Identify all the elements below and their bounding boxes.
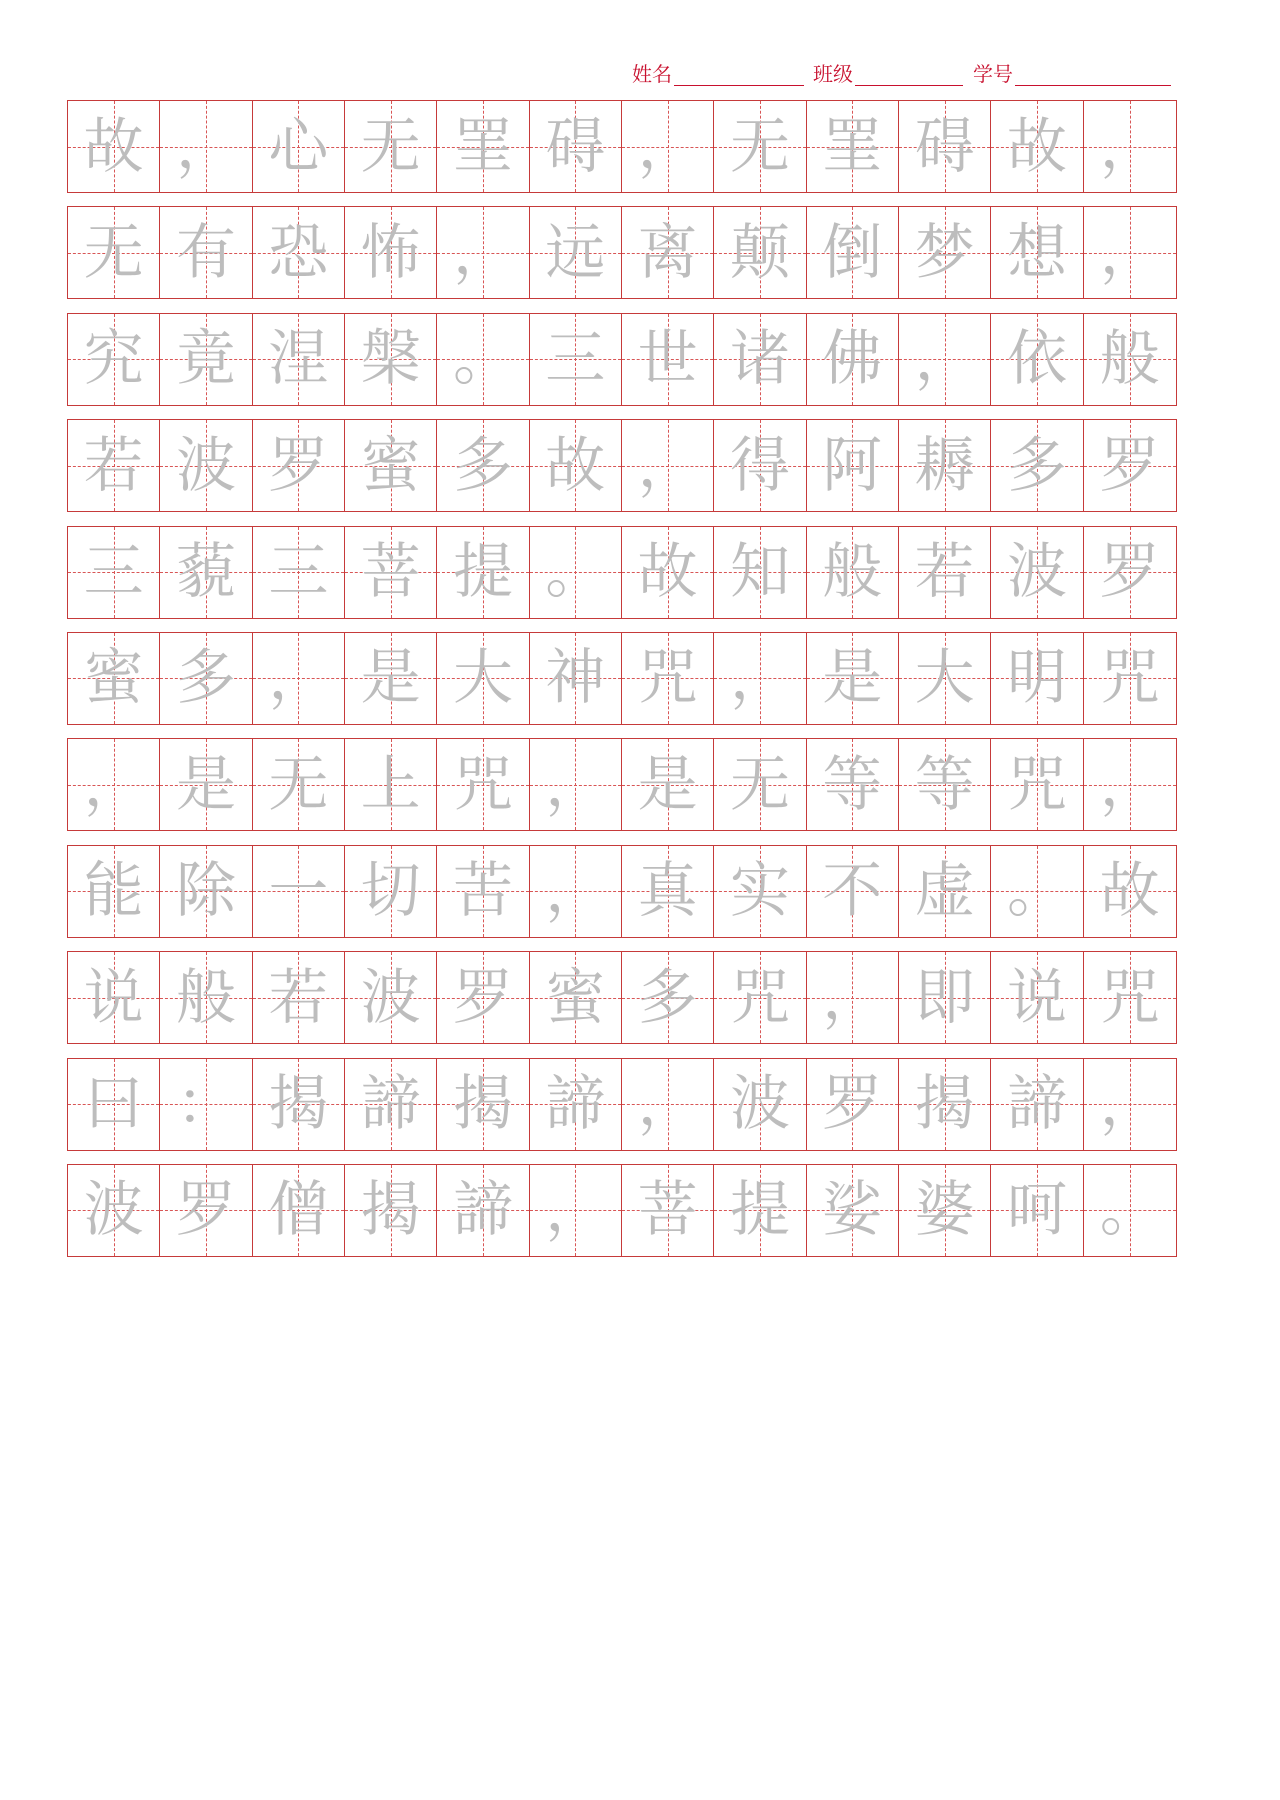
trace-character: 说 (1006, 962, 1067, 1033)
trace-character: 菩 (637, 1175, 698, 1246)
practice-cell[interactable] (530, 420, 622, 511)
practice-cell[interactable] (437, 207, 529, 298)
practice-cell[interactable] (622, 846, 714, 937)
grid-row (67, 951, 1177, 1044)
trace-character: 婆 (914, 1175, 975, 1246)
trace-character: 罣 (452, 111, 513, 182)
practice-cell[interactable] (1084, 527, 1176, 618)
trace-character: 蜜 (360, 430, 421, 501)
trace-character: 无 (729, 749, 790, 820)
grid-row (67, 100, 1177, 193)
trace-character: 依 (1006, 324, 1067, 395)
practice-cell[interactable] (345, 1059, 437, 1150)
practice-cell[interactable] (437, 952, 529, 1043)
trace-character: 多 (452, 430, 513, 501)
practice-cell[interactable] (714, 527, 806, 618)
name-label: 姓名 (632, 62, 672, 86)
practice-cell[interactable] (899, 846, 991, 937)
practice-cell[interactable] (622, 952, 714, 1043)
trace-character: 曰 (83, 1069, 144, 1140)
practice-cell[interactable] (991, 314, 1083, 405)
trace-character: 苦 (452, 856, 513, 927)
grid-row (67, 206, 1177, 299)
practice-cell[interactable] (807, 846, 899, 937)
trace-character: 切 (360, 856, 421, 927)
practice-cell[interactable] (991, 633, 1083, 724)
grid-row (67, 526, 1177, 619)
practice-cell[interactable] (899, 101, 991, 192)
grid-row (67, 1164, 1177, 1257)
practice-cell[interactable] (807, 420, 899, 511)
practice-cell[interactable] (437, 846, 529, 937)
practice-cell[interactable] (530, 633, 622, 724)
trace-character: 是 (360, 643, 421, 714)
trace-character: 罗 (175, 1175, 236, 1246)
trace-character: 倒 (822, 217, 883, 288)
practice-cell[interactable] (160, 633, 252, 724)
trace-character: ， (1099, 111, 1160, 182)
student-id-field (973, 58, 1171, 86)
practice-cell[interactable] (714, 314, 806, 405)
trace-character: 无 (83, 217, 144, 288)
trace-character: 提 (729, 1175, 790, 1246)
trace-character: 若 (83, 430, 144, 501)
trace-character: 罣 (822, 111, 883, 182)
trace-character: 咒 (1099, 962, 1160, 1033)
trace-character: 咒 (1099, 643, 1160, 714)
trace-character: 梦 (914, 217, 975, 288)
practice-cell[interactable] (68, 633, 160, 724)
trace-character: 是 (637, 749, 698, 820)
trace-character: 世 (637, 324, 698, 395)
practice-cell[interactable] (530, 207, 622, 298)
practice-cell[interactable] (160, 739, 252, 830)
practice-cell[interactable] (345, 207, 437, 298)
practice-cell[interactable] (899, 739, 991, 830)
trace-character: 佛 (822, 324, 883, 395)
practice-cell[interactable] (807, 1165, 899, 1256)
trace-character: 阿 (822, 430, 883, 501)
trace-character: 故 (83, 111, 144, 182)
trace-character: 罗 (1099, 430, 1160, 501)
trace-character: 。 (452, 324, 513, 395)
practice-cell[interactable] (1084, 846, 1176, 937)
trace-character: 真 (637, 856, 698, 927)
practice-cell[interactable] (714, 739, 806, 830)
trace-character: 无 (268, 749, 329, 820)
practice-cell[interactable] (807, 739, 899, 830)
practice-cell[interactable] (253, 527, 345, 618)
trace-character: 般 (175, 962, 236, 1033)
trace-character: 虚 (914, 856, 975, 927)
trace-character: 想 (1006, 217, 1067, 288)
trace-character: 说 (83, 962, 144, 1033)
practice-cell[interactable] (991, 739, 1083, 830)
trace-character: 藐 (175, 537, 236, 608)
trace-character: 蜜 (83, 643, 144, 714)
practice-cell[interactable] (68, 846, 160, 937)
trace-character: 。 (545, 537, 606, 608)
practice-cell[interactable] (622, 633, 714, 724)
practice-cell[interactable] (160, 314, 252, 405)
practice-cell[interactable] (345, 633, 437, 724)
practice-cell[interactable] (622, 420, 714, 511)
trace-character: 波 (729, 1069, 790, 1140)
practice-cell[interactable] (622, 207, 714, 298)
practice-cell[interactable] (68, 739, 160, 830)
trace-character: 咒 (729, 962, 790, 1033)
trace-character: 故 (1099, 856, 1160, 927)
practice-cell[interactable] (160, 846, 252, 937)
trace-character: 究 (83, 324, 144, 395)
practice-cell[interactable] (1084, 633, 1176, 724)
trace-character: 怖 (360, 217, 421, 288)
practice-cell[interactable] (807, 101, 899, 192)
trace-character: 是 (175, 749, 236, 820)
student-info-header (0, 58, 1180, 88)
trace-character: 若 (914, 537, 975, 608)
practice-cell[interactable] (1084, 952, 1176, 1043)
trace-character: ， (545, 856, 606, 927)
practice-cell[interactable] (991, 527, 1083, 618)
grid-row (67, 313, 1177, 406)
trace-character: 三 (268, 537, 329, 608)
practice-cell[interactable] (345, 101, 437, 192)
practice-cell[interactable] (714, 846, 806, 937)
trace-character: 无 (729, 111, 790, 182)
trace-character: 槃 (360, 324, 421, 395)
practice-cell[interactable] (253, 314, 345, 405)
trace-character: 得 (729, 430, 790, 501)
practice-cell[interactable] (437, 420, 529, 511)
grid-row (67, 845, 1177, 938)
practice-cell[interactable] (437, 527, 529, 618)
practice-cell[interactable] (991, 101, 1083, 192)
grid-row (67, 632, 1177, 725)
trace-character: 即 (914, 962, 975, 1033)
trace-character: 实 (729, 856, 790, 927)
trace-character: 远 (545, 217, 606, 288)
practice-cell[interactable] (345, 1165, 437, 1256)
trace-character: 般 (822, 537, 883, 608)
trace-character: 波 (1006, 537, 1067, 608)
practice-cell[interactable] (1084, 1165, 1176, 1256)
practice-cell[interactable] (1084, 207, 1176, 298)
trace-character: 颠 (729, 217, 790, 288)
trace-character: 能 (83, 856, 144, 927)
practice-cell[interactable] (899, 527, 991, 618)
trace-character: 罗 (822, 1069, 883, 1140)
trace-character: 心 (268, 111, 329, 182)
practice-cell[interactable] (530, 1059, 622, 1150)
practice-cell[interactable] (991, 207, 1083, 298)
practice-cell[interactable] (253, 633, 345, 724)
practice-cell[interactable] (68, 101, 160, 192)
practice-cell[interactable] (253, 207, 345, 298)
practice-cell[interactable] (991, 952, 1083, 1043)
practice-cell[interactable] (807, 314, 899, 405)
trace-character: ， (268, 643, 329, 714)
trace-character: 呵 (1006, 1175, 1067, 1246)
practice-cell[interactable] (530, 1165, 622, 1256)
trace-character: 大 (914, 643, 975, 714)
practice-cell[interactable] (68, 1059, 160, 1150)
trace-character: 诸 (729, 324, 790, 395)
trace-character: ， (637, 1069, 698, 1140)
trace-character: 罗 (268, 430, 329, 501)
trace-character: 咒 (637, 643, 698, 714)
trace-character: 揭 (452, 1069, 513, 1140)
practice-cell[interactable] (622, 314, 714, 405)
practice-cell[interactable] (807, 527, 899, 618)
practice-cell[interactable] (530, 527, 622, 618)
trace-character: 多 (637, 962, 698, 1033)
practice-cell[interactable] (1084, 420, 1176, 511)
trace-character: 神 (545, 643, 606, 714)
trace-character: 揭 (360, 1175, 421, 1246)
trace-character: 碍 (545, 111, 606, 182)
trace-character: 有 (175, 217, 236, 288)
trace-character: 諦 (452, 1175, 513, 1246)
class-label: 班级 (813, 62, 853, 86)
trace-character: 故 (1006, 111, 1067, 182)
trace-character: 明 (1006, 643, 1067, 714)
trace-character: 若 (268, 962, 329, 1033)
practice-cell[interactable] (68, 952, 160, 1043)
trace-character: 咒 (1006, 749, 1067, 820)
trace-character: 波 (360, 962, 421, 1033)
practice-cell[interactable] (160, 101, 252, 192)
practice-cell[interactable] (253, 420, 345, 511)
practice-cell[interactable] (345, 846, 437, 937)
practice-cell[interactable] (160, 952, 252, 1043)
practice-cell[interactable] (345, 420, 437, 511)
trace-character: 等 (914, 749, 975, 820)
practice-cell[interactable] (991, 420, 1083, 511)
practice-cell[interactable] (253, 101, 345, 192)
class-blank-line[interactable] (855, 61, 963, 86)
practice-cell[interactable] (991, 1059, 1083, 1150)
practice-cell[interactable] (68, 207, 160, 298)
practice-cell[interactable] (345, 527, 437, 618)
trace-character: ： (175, 1069, 236, 1140)
practice-cell[interactable] (714, 101, 806, 192)
practice-cell[interactable] (253, 1059, 345, 1150)
trace-character: 多 (175, 643, 236, 714)
practice-cell[interactable] (1084, 739, 1176, 830)
trace-character: ， (175, 111, 236, 182)
practice-grid (67, 100, 1177, 1270)
trace-character: ， (637, 430, 698, 501)
practice-cell[interactable] (530, 846, 622, 937)
trace-character: 多 (1006, 430, 1067, 501)
trace-character: ， (545, 1175, 606, 1246)
practice-cell[interactable] (714, 420, 806, 511)
trace-character: 罗 (452, 962, 513, 1033)
practice-cell[interactable] (253, 952, 345, 1043)
practice-cell[interactable] (68, 527, 160, 618)
trace-character: 三 (83, 537, 144, 608)
trace-character: 蜜 (545, 962, 606, 1033)
trace-character: 无 (360, 111, 421, 182)
practice-cell[interactable] (622, 1165, 714, 1256)
practice-cell[interactable] (991, 1165, 1083, 1256)
trace-character: 三 (545, 324, 606, 395)
student-id-label: 学号 (973, 62, 1013, 86)
trace-character: 娑 (822, 1175, 883, 1246)
practice-cell[interactable] (1084, 1059, 1176, 1150)
trace-character: 涅 (268, 324, 329, 395)
name-blank-line[interactable] (674, 61, 804, 86)
trace-character: 知 (729, 537, 790, 608)
practice-cell[interactable] (899, 207, 991, 298)
practice-cell[interactable] (899, 314, 991, 405)
name-field (632, 58, 804, 86)
trace-character: ， (452, 217, 513, 288)
practice-cell[interactable] (160, 420, 252, 511)
practice-cell[interactable] (807, 633, 899, 724)
trace-character: 一 (268, 856, 329, 927)
trace-character: ， (637, 111, 698, 182)
practice-cell[interactable] (622, 527, 714, 618)
grid-row (67, 1058, 1177, 1151)
practice-cell[interactable] (1084, 101, 1176, 192)
practice-cell[interactable] (622, 101, 714, 192)
practice-cell[interactable] (437, 739, 529, 830)
practice-cell[interactable] (714, 1059, 806, 1150)
trace-character: ， (1099, 217, 1160, 288)
trace-character: 碍 (914, 111, 975, 182)
practice-cell[interactable] (345, 314, 437, 405)
trace-character: 波 (175, 430, 236, 501)
practice-cell[interactable] (622, 1059, 714, 1150)
practice-cell[interactable] (345, 739, 437, 830)
practice-cell[interactable] (807, 207, 899, 298)
trace-character: 离 (637, 217, 698, 288)
practice-cell[interactable] (530, 314, 622, 405)
student-id-blank-line[interactable] (1015, 61, 1171, 86)
practice-cell[interactable] (991, 846, 1083, 937)
practice-cell[interactable] (253, 846, 345, 937)
practice-cell[interactable] (714, 952, 806, 1043)
practice-cell[interactable] (437, 314, 529, 405)
trace-character: 恐 (268, 217, 329, 288)
practice-cell[interactable] (437, 1165, 529, 1256)
practice-cell[interactable] (807, 952, 899, 1043)
practice-cell[interactable] (530, 952, 622, 1043)
trace-character: 咒 (452, 749, 513, 820)
trace-character: 諦 (1006, 1069, 1067, 1140)
trace-character: 般 (1099, 324, 1160, 395)
practice-cell[interactable] (345, 952, 437, 1043)
trace-character: 波 (83, 1175, 144, 1246)
practice-cell[interactable] (622, 739, 714, 830)
practice-cell[interactable] (714, 633, 806, 724)
practice-cell[interactable] (160, 527, 252, 618)
trace-character: 不 (822, 856, 883, 927)
trace-character: ， (822, 962, 883, 1033)
trace-character: 。 (1006, 856, 1067, 927)
practice-cell[interactable] (530, 739, 622, 830)
trace-character: ， (914, 324, 975, 395)
trace-character: ， (545, 749, 606, 820)
trace-character: 提 (452, 537, 513, 608)
trace-character: 罗 (1099, 537, 1160, 608)
practice-cell[interactable] (899, 952, 991, 1043)
trace-character: 大 (452, 643, 513, 714)
trace-character: 揭 (914, 1069, 975, 1140)
practice-cell[interactable] (899, 420, 991, 511)
practice-cell[interactable] (253, 1165, 345, 1256)
trace-character: 。 (1099, 1175, 1160, 1246)
practice-cell[interactable] (437, 1059, 529, 1150)
grid-row (67, 419, 1177, 512)
trace-character: 竟 (175, 324, 236, 395)
practice-cell[interactable] (160, 207, 252, 298)
trace-character: 諦 (545, 1069, 606, 1140)
practice-cell[interactable] (714, 1165, 806, 1256)
trace-character: ， (83, 749, 144, 820)
class-field (813, 58, 963, 86)
trace-character: ， (1099, 749, 1160, 820)
trace-character: 諦 (360, 1069, 421, 1140)
trace-character: 故 (637, 537, 698, 608)
trace-character: 菩 (360, 537, 421, 608)
practice-cell[interactable] (160, 1165, 252, 1256)
practice-cell[interactable] (68, 1165, 160, 1256)
trace-character: 故 (545, 430, 606, 501)
practice-cell[interactable] (714, 207, 806, 298)
trace-character: ， (1099, 1069, 1160, 1140)
trace-character: 耨 (914, 430, 975, 501)
trace-character: 是 (822, 643, 883, 714)
practice-cell[interactable] (68, 420, 160, 511)
practice-cell[interactable] (437, 633, 529, 724)
practice-cell[interactable] (160, 1059, 252, 1150)
practice-cell[interactable] (437, 101, 529, 192)
practice-cell[interactable] (807, 1059, 899, 1150)
trace-character: 揭 (268, 1069, 329, 1140)
practice-cell[interactable] (1084, 314, 1176, 405)
practice-cell[interactable] (530, 101, 622, 192)
practice-cell[interactable] (899, 1165, 991, 1256)
practice-cell[interactable] (899, 1059, 991, 1150)
practice-cell[interactable] (253, 739, 345, 830)
trace-character: 等 (822, 749, 883, 820)
trace-character: 除 (175, 856, 236, 927)
grid-row (67, 738, 1177, 831)
trace-character: 上 (360, 749, 421, 820)
practice-cell[interactable] (68, 314, 160, 405)
practice-cell[interactable] (899, 633, 991, 724)
trace-character: 僧 (268, 1175, 329, 1246)
trace-character: ， (729, 643, 790, 714)
